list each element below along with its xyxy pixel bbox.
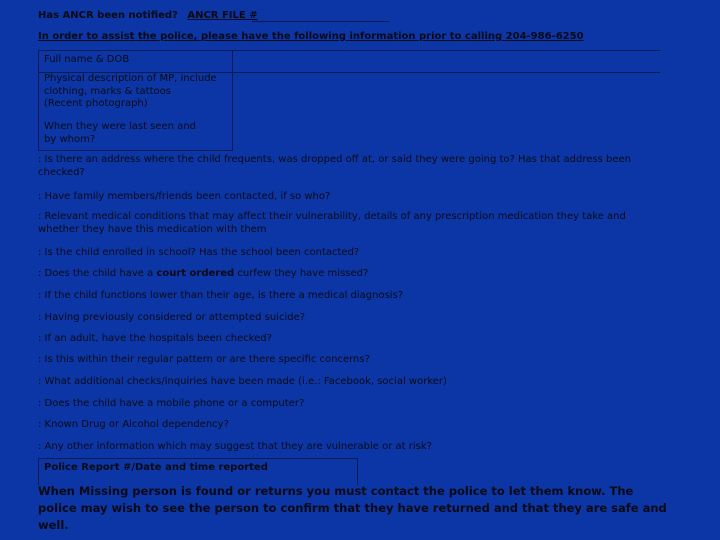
question-medical-diagnosis: : If the child functions lower than their age, is there a medical diagnosis?	[38, 290, 404, 301]
police-report-right-border	[357, 458, 358, 485]
physical-description-label: Physical description of MP, include clothing, marks & tattoos (Recent photograph)	[44, 73, 217, 109]
table-left-border	[38, 50, 39, 150]
question-drug-alcohol: : Known Drug or Alcohol dependency?	[38, 419, 229, 430]
question-hospitals: : If an adult, have the hospitals been checked?	[38, 333, 272, 344]
last-seen-label: When they were last seen and by whom?	[44, 121, 197, 145]
question-regular-pattern: : Is this within their regular pattern or are there specific concerns?	[38, 354, 370, 365]
police-instruction: In order to assist the police, please have the following information prior to calling 204-986-6250	[38, 31, 584, 42]
question-address: : Is there an address where the child frequents, was dropped off at, or said they were going to? Has that address been checked?	[38, 154, 632, 178]
ancr-notified-question: Has ANCR been notified?	[38, 10, 178, 21]
question-curfew: : Does the child have a court ordered curfew they have missed?	[38, 268, 369, 279]
full-name-dob-label: Full name & DOB	[44, 54, 130, 65]
closing-statement: When Missing person is found or returns you must contact the police to let them know. The police may wish to see the person to confirm that they have returned and that they are safe and well.	[38, 484, 667, 532]
police-report-label: Police Report #/Date and time reported	[44, 462, 268, 473]
police-report-top-border	[38, 458, 358, 459]
question-suicide: : Having previously considered or attempted suicide?	[38, 312, 306, 323]
question-mobile-phone: : Does the child have a mobile phone or a computer?	[38, 398, 305, 409]
question-family-contacted: : Have family members/friends been contacted, if so who?	[38, 191, 331, 202]
police-report-left-border	[38, 458, 39, 485]
question-additional-checks: : What additional checks/inquiries have been made (i.e.: Facebook, social worker)	[38, 376, 447, 387]
ancr-file-underline	[252, 21, 389, 22]
table-column-divider	[232, 50, 233, 150]
question-medical-conditions: : Relevant medical conditions that may affect their vulnerability, details of any prescription medication they take and whether they have this medication with them	[38, 211, 626, 235]
ancr-file-label: ANCR FILE #	[187, 10, 258, 21]
question-school: : Is the child enrolled in school? Has the school been contacted?	[38, 247, 360, 258]
table-top-border	[38, 50, 660, 51]
table-bottom-border	[38, 150, 233, 151]
question-other-info: : Any other information which may suggest that they are vulnerable or at risk?	[38, 441, 432, 452]
